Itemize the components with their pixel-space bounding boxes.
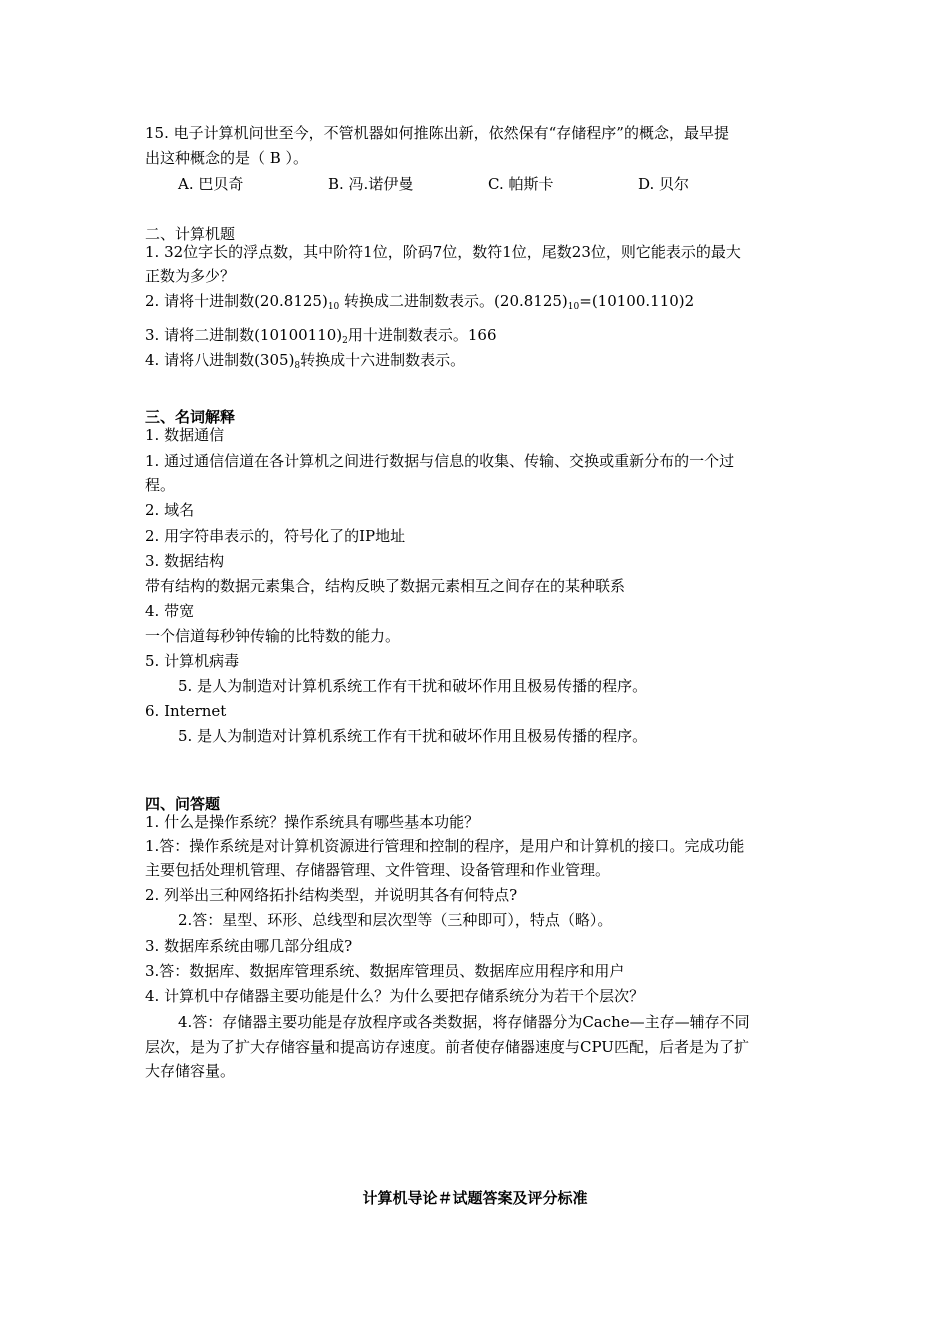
s3-term-2: 2. 域名 [145,501,195,519]
s2-q2-mid: 转换成二进制数表示。(20.8125) [339,292,568,310]
s3-answer-1-line-2: 程。 [145,476,176,494]
s4-question-2: 2. 列举出三种网络拓扑结构类型，并说明其各有何特点? [145,886,518,904]
s2-q2 [145,289,694,319]
q15-line-1: 15. 电子计算机问世至今，不管机器如何推陈出新，依然保有“存储程序”的概念，最早提 [145,124,729,142]
s2-q2-sub-1: 10 [327,302,340,312]
s4-answer-1-line-2: 主要包括处理机管理、存储器管理、文件管理、设备管理和作业管理。 [145,861,611,879]
s3-term-1: 1. 数据通信 [145,426,225,444]
s3-answer-1-line-1: 1. 通过通信信道在各计算机之间进行数据与信息的收集、传输、交换或重新分布的一个过 [145,452,735,470]
q15-line-2: 出这种概念的是（ B ）。 [145,149,309,167]
s3-answer-6: 5. 是人为制造对计算机系统工作有干扰和破坏作用且极易传播的程序。 [178,727,648,745]
option-a: A. 巴贝奇 [178,175,244,193]
s3-answer-2: 2. 用字符串表示的，符号化了的IP地址 [145,527,406,545]
document-title: 计算机导论＃试题答案及评分标准 [362,1189,588,1207]
s2-q2-sub-2: 10 [567,302,580,312]
s2-q2-pre: 2. 请将十进制数(20.8125) [145,292,328,310]
s4-answer-4-line-3: 大存储容量。 [145,1062,236,1080]
s3-term-4: 4. 带宽 [145,602,195,620]
s3-term-6: 6. Internet [145,702,227,720]
s4-answer-4-line-2: 层次，是为了扩大存储容量和提高访存速度。前者使存储器速度与CPU匹配，后者是为了扩 [145,1038,749,1056]
s4-question-3: 3. 数据库系统由哪几部分组成? [145,937,353,955]
section-3-heading: 三、名词解释 [145,408,236,426]
s2-q3-post: 用十进制数表示。166 [347,326,497,344]
option-b: B. 冯.诺伊曼 [328,175,414,193]
option-d: D. 贝尔 [638,175,690,193]
s4-answer-3: 3.答：数据库、数据库管理系统、数据库管理员、数据库应用程序和用户 [145,962,625,980]
s2-q4-post: 转换成十六进制数表示。 [300,351,466,369]
section-2-heading: 二、计算机题 [145,225,236,243]
section-4-heading: 四、问答题 [145,795,221,813]
s3-term-3: 3. 数据结构 [145,552,225,570]
s4-question-1: 1. 什么是操作系统？操作系统具有哪些基本功能？ [145,813,480,831]
s2-q4-sub: 8 [294,361,301,371]
s2-q3-pre: 3. 请将二进制数(10100110) [145,326,343,344]
s2-q2-post: =(10100.110)2 [579,292,695,310]
s2-q1-line-2: 正数为多少？ [145,267,236,285]
s4-answer-2: 2.答：星型、环形、总线型和层次型等（三种即可），特点（略）。 [178,911,613,929]
s2-q3-sub: 2 [342,336,348,346]
s4-answer-4-line-1: 4.答：存储器主要功能是存放程序或各类数据，将存储器分为Cache—主存—辅存不同 [178,1013,750,1031]
s3-answer-4: 一个信道每秒钟传输的比特数的能力。 [145,627,401,645]
s3-answer-5: 5. 是人为制造对计算机系统工作有干扰和破坏作用且极易传播的程序。 [178,677,648,695]
s4-answer-1-line-1: 1.答：操作系统是对计算机资源进行管理和控制的程序，是用户和计算机的接口。完成功能 [145,837,745,855]
option-c: C. 帕斯卡 [488,175,554,193]
s3-answer-3: 带有结构的数据元素集合，结构反映了数据元素相互之间存在的某种联系 [145,577,626,595]
s2-q4 [145,348,465,378]
s2-q4-pre: 4. 请将八进制数(305) [145,351,295,369]
s2-q1-line-1: 1. 32位字长的浮点数，其中阶符1位，阶码7位，数符1位，尾数23位，则它能表示的最大 [145,243,741,261]
s4-question-4: 4. 计算机中存储器主要功能是什么？为什么要把存储系统分为若干个层次？ [145,987,645,1005]
s3-term-5: 5. 计算机病毒 [145,652,240,670]
